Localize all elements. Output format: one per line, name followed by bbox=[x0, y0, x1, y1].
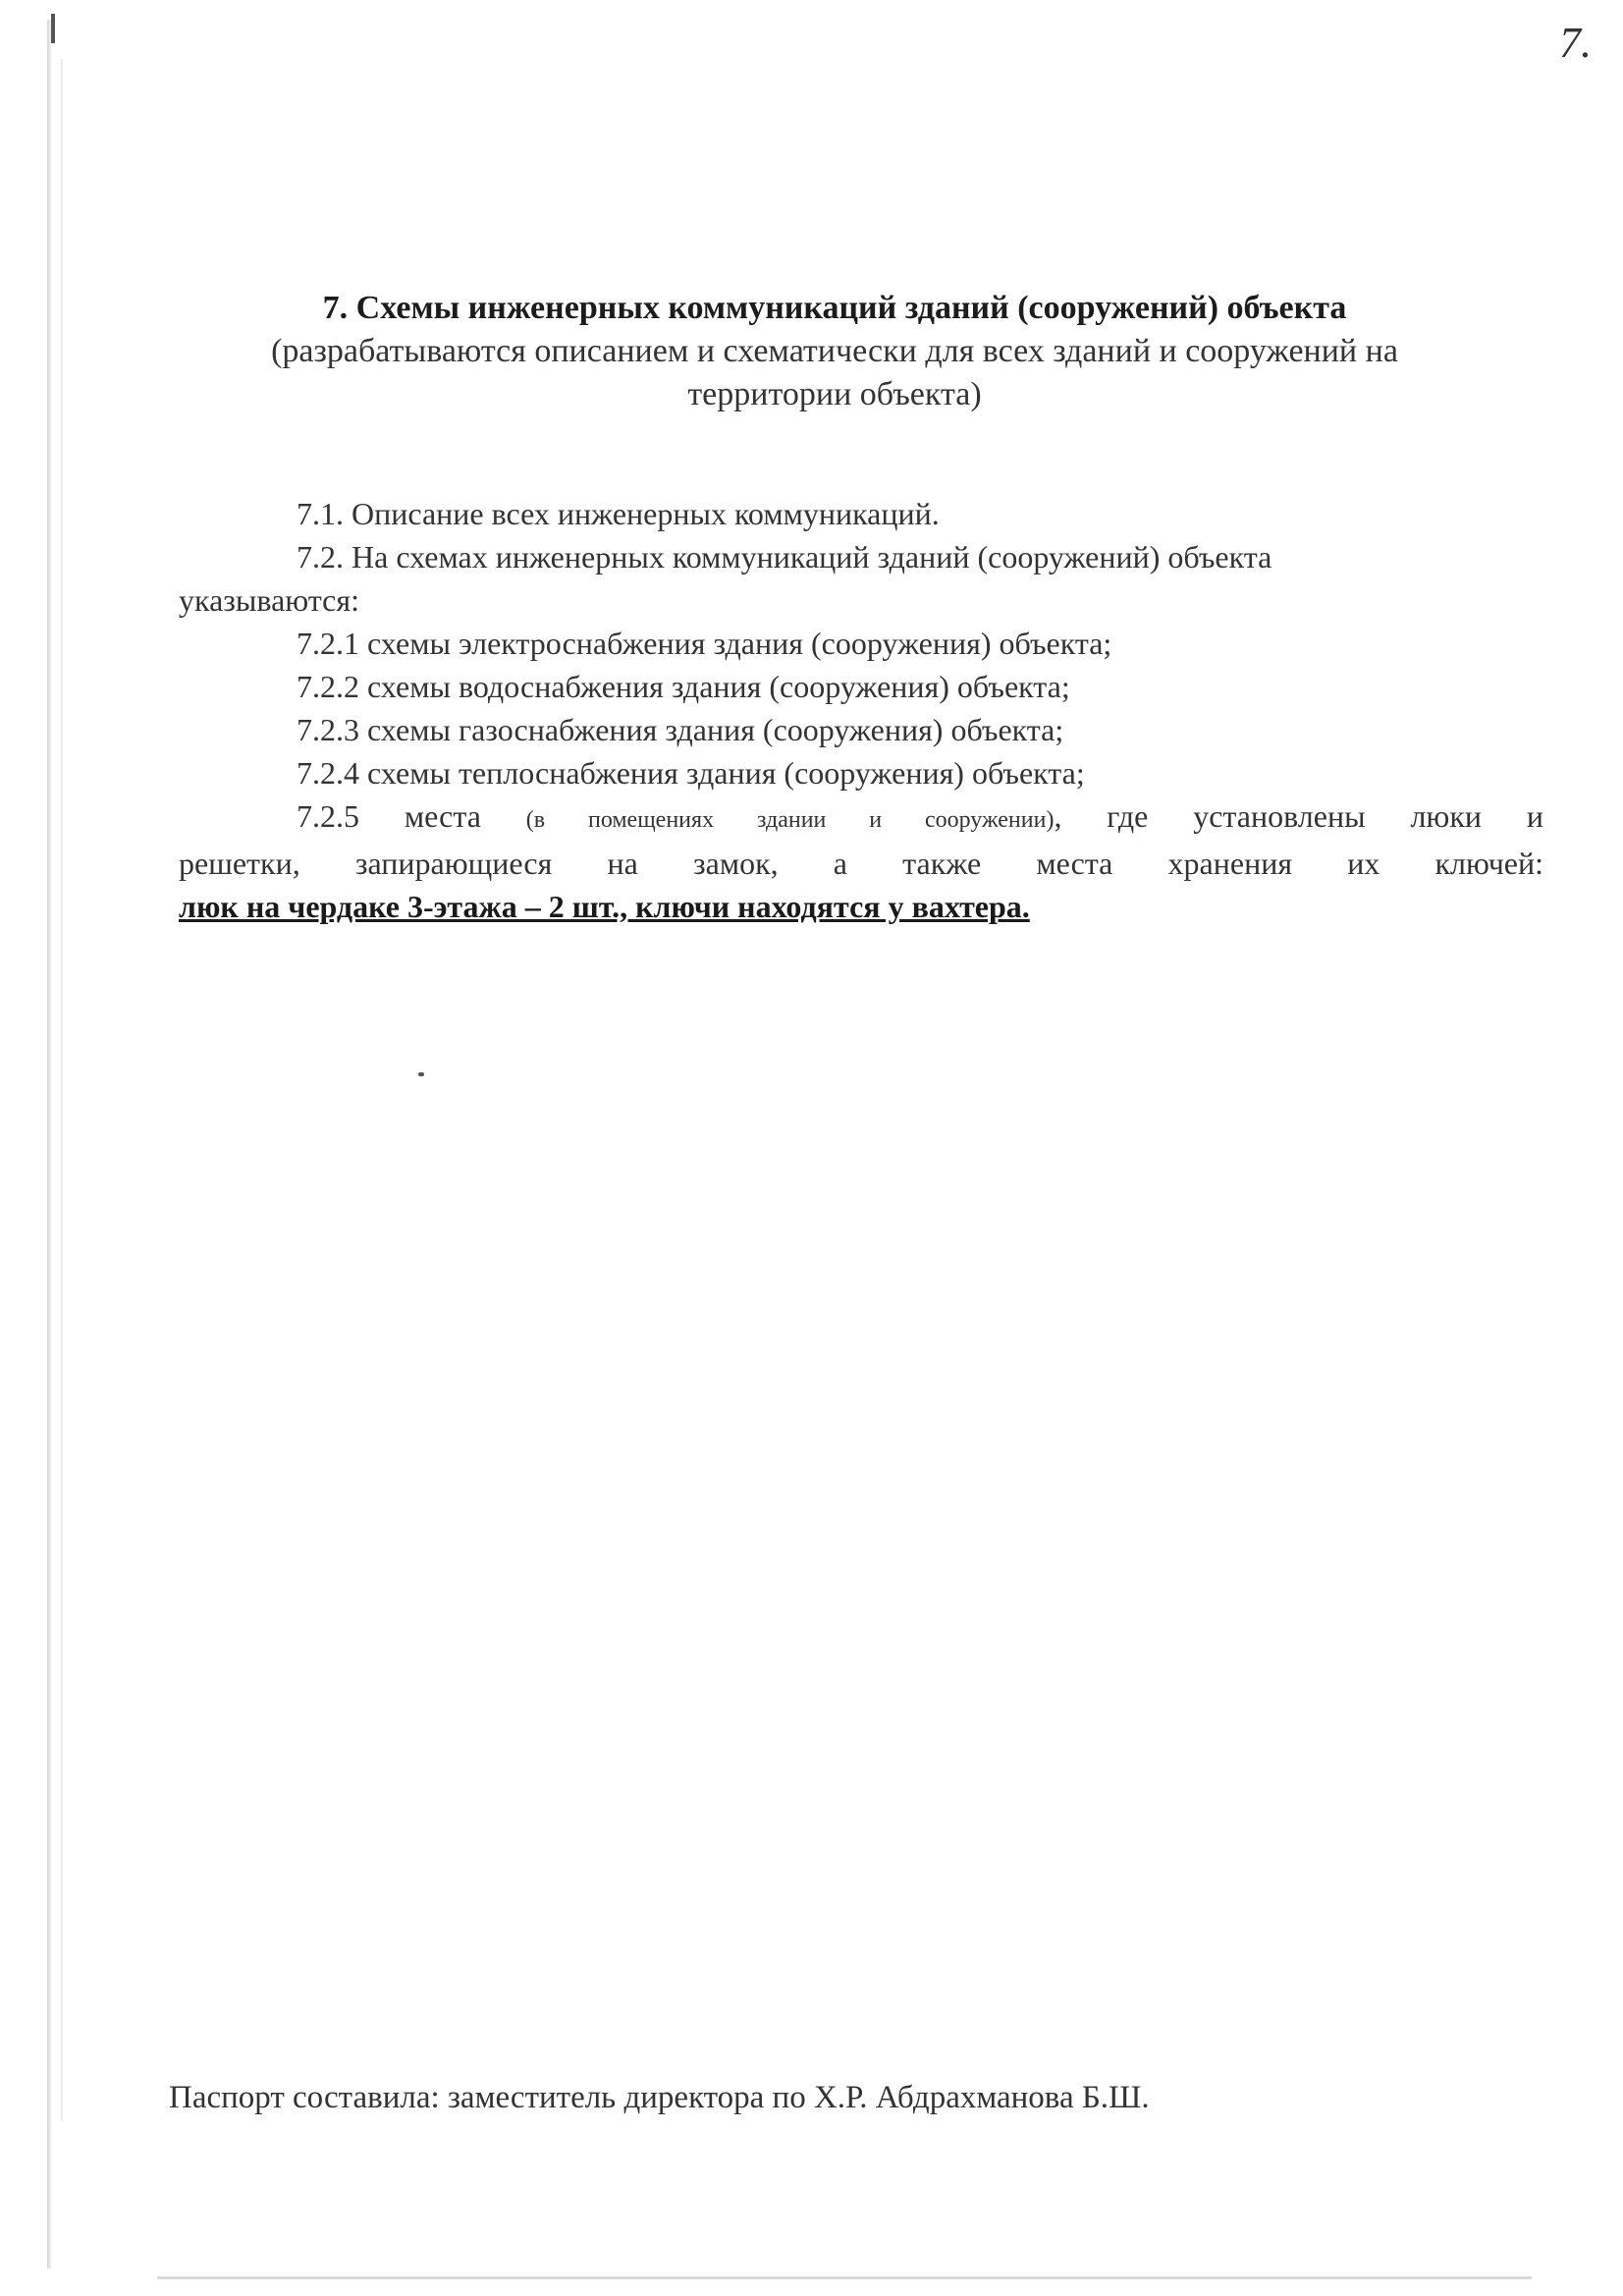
section-subtitle-line1: (разрабатываются описанием и схематически для всех зданий и сооружений на bbox=[271, 333, 1398, 369]
item-7-2-2: 7.2.2 схемы водоснабжения здания (сооружения) объекта; bbox=[297, 669, 1070, 704]
section-heading bbox=[157, 287, 1512, 416]
item-7-2-5-line1 bbox=[179, 794, 1543, 842]
scan-bottom-edge bbox=[157, 2276, 1532, 2279]
signature-line: Паспорт составила: заместитель директора по Х.Р. Абдрахманова Б.Ш. bbox=[169, 2080, 1150, 2115]
scan-speck bbox=[418, 1072, 424, 1076]
item-7-2-5-parenthetical: (в помещениях здании и сооружении) bbox=[525, 807, 1055, 833]
item-7-2-line2: указываются: bbox=[179, 582, 359, 618]
item-7-2-5-emphasis-line bbox=[179, 885, 1543, 928]
hatch-keys-note: люк на чердаке 3-этажа – 2 шт., ключи находятся у вахтера. bbox=[179, 889, 1030, 924]
scan-binding-edge-inner bbox=[61, 59, 63, 2121]
scan-corner-mark bbox=[51, 14, 55, 43]
item-7-2-line1: 7.2. На схемах инженерных коммуникаций зданий (сооружений) объекта bbox=[297, 539, 1272, 574]
section-subtitle-line2: территории объекта) bbox=[687, 376, 982, 412]
item-7-2-4: 7.2.4 схемы теплоснабжения здания (сооружения) объекта; bbox=[297, 755, 1085, 791]
item-7-2-1: 7.2.1 схемы электроснабжения здания (сооружения) объекта; bbox=[297, 626, 1112, 661]
scan-binding-edge bbox=[47, 20, 51, 2269]
section-title: 7. Схемы инженерных коммуникаций зданий (сооружений) объекта bbox=[322, 290, 1347, 326]
item-7-1: 7.1. Описание всех инженерных коммуникаций. bbox=[297, 496, 940, 531]
section-body bbox=[179, 492, 1543, 928]
item-7-2-5-line2: решетки, запирающиеся на замок, а также места хранения их ключей: bbox=[179, 846, 1543, 881]
item-7-2-5-rest: , где установлены люки и bbox=[1054, 798, 1544, 834]
item-7-2-5-start: 7.2.5 места bbox=[297, 798, 526, 834]
item-7-2-3: 7.2.3 схемы газоснабжения здания (сооружения) объекта; bbox=[297, 712, 1064, 747]
page-number: 7. bbox=[1559, 19, 1592, 67]
